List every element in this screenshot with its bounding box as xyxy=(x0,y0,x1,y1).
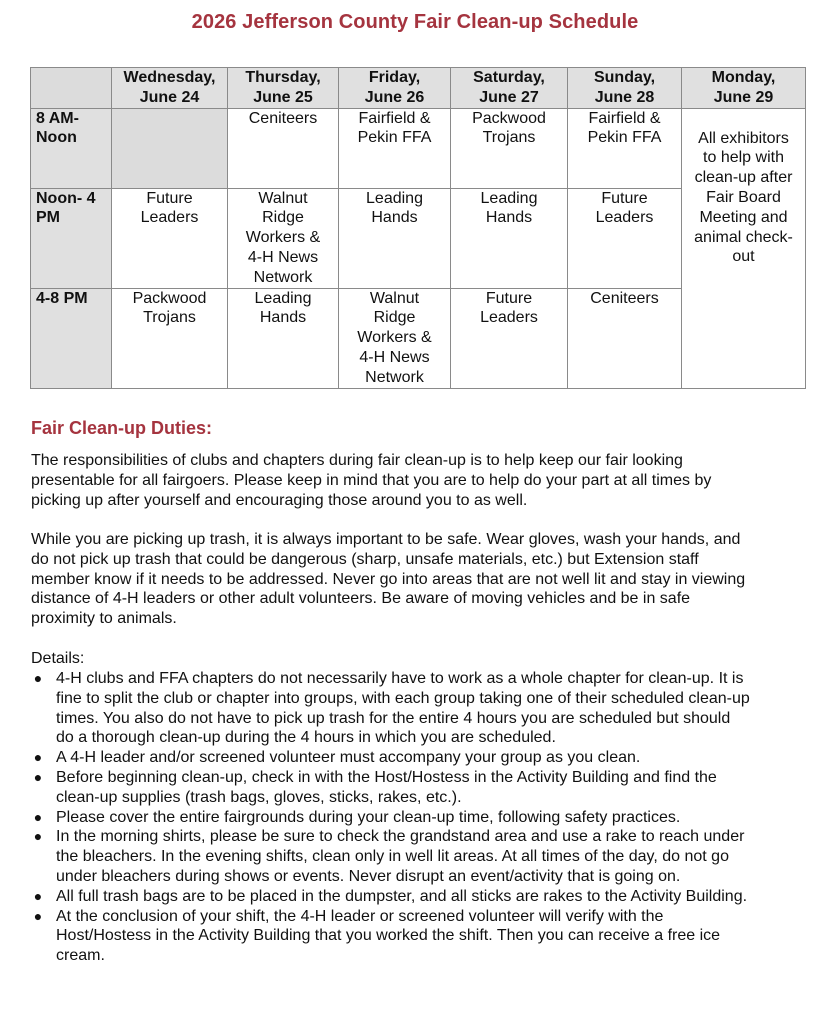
day-name: Monday, xyxy=(711,69,776,86)
schedule-cell xyxy=(568,108,682,188)
list-item-text xyxy=(56,908,720,965)
text-line: times. You also do not have to pick up trash for the entire 4 hours you are scheduled but should xyxy=(56,709,731,727)
list-item-text xyxy=(56,809,680,826)
day-header-sunday xyxy=(568,68,682,109)
text-line: Workers & xyxy=(357,329,432,347)
text-line: distance of 4-H leaders or other adult volunteers. Be aware of moving vehicles and be in safe xyxy=(31,590,691,608)
text-line: Network xyxy=(365,368,424,386)
bullet-icon: ● xyxy=(33,828,43,845)
day-date: June 26 xyxy=(364,88,425,106)
text-line: presentable for all fairgoers. Please keep in mind that you are to help do your part at all times by xyxy=(31,471,712,489)
time-slot-label xyxy=(31,188,112,288)
text-line: Packwood xyxy=(472,109,546,127)
schedule-cell xyxy=(568,288,682,388)
text-line: Fairfield & xyxy=(588,109,661,127)
text-line: Please cover the entire fairgrounds during your clean-up time, following safety practices. xyxy=(56,808,681,826)
schedule-cell xyxy=(228,108,339,188)
list-item xyxy=(31,808,806,828)
day-header-monday xyxy=(682,68,806,109)
list-item-text xyxy=(56,828,744,885)
details-label: Details: xyxy=(31,650,85,667)
day-header-saturday xyxy=(451,68,568,109)
day-name: Sunday, xyxy=(593,69,656,86)
text-line: the bleachers. In the evening shifts, clean only in well lit areas. At all times of the day, do not go xyxy=(56,848,729,866)
schedule-cell xyxy=(451,108,568,188)
text-line: Ridge xyxy=(262,209,304,227)
corner-cell xyxy=(31,68,112,109)
day-date: June 27 xyxy=(479,88,539,106)
text-line: Future xyxy=(485,289,533,307)
text-line: out xyxy=(732,248,755,266)
text-line: PM xyxy=(36,209,60,227)
text-line: 8 AM- xyxy=(36,109,79,127)
text-line: member know if it needs to be addressed. Never go into areas that are not well lit and stay in viewing xyxy=(31,570,746,588)
duties-paragraph-responsibilities xyxy=(31,451,806,510)
schedule-cell xyxy=(339,108,451,188)
list-item-text xyxy=(56,769,717,806)
day-header-wednesday xyxy=(112,68,228,109)
text-line: Walnut xyxy=(369,289,420,307)
text-line: Hands xyxy=(259,309,307,327)
bullet-icon: ● xyxy=(33,749,43,766)
schedule-cell xyxy=(228,288,339,388)
day-name: Saturday, xyxy=(473,69,545,86)
schedule-cell xyxy=(112,188,228,288)
schedule-cell xyxy=(112,288,228,388)
schedule-cell xyxy=(451,188,568,288)
day-header-thursday xyxy=(228,68,339,109)
text-line: under bleachers during shows or events. Never disrupt an event/activity that is going on. xyxy=(56,867,681,885)
text-line: Walnut xyxy=(258,189,308,207)
text-line: Trojans xyxy=(143,309,196,327)
text-line: Hands xyxy=(485,209,533,227)
slot-row-morning xyxy=(31,108,806,188)
text-line: Packwood xyxy=(132,289,207,307)
schedule-cell xyxy=(339,288,451,388)
text-line: Noon- 4 xyxy=(36,189,96,207)
day-date: June 29 xyxy=(713,88,774,106)
text-line: Future xyxy=(146,189,193,207)
text-line: Ridge xyxy=(373,309,416,327)
time-slot-label xyxy=(31,288,112,388)
text-line: clean-up after xyxy=(694,169,793,187)
schedule-cell xyxy=(228,188,339,288)
text-line: The responsibilities of clubs and chapters during fair clean-up is to help keep our fair looking xyxy=(31,452,683,469)
text-line: clean-up supplies (trash bags, gloves, sticks, rakes, etc.). xyxy=(56,788,462,806)
day-name: Wednesday, xyxy=(123,69,216,86)
schedule-cell xyxy=(568,188,682,288)
details-list xyxy=(31,669,806,966)
text-line: Meeting and xyxy=(699,208,788,226)
day-name: Friday, xyxy=(368,69,421,86)
text-line: Ceniteers xyxy=(590,289,659,307)
text-line: picking up after yourself and encouraging those around you to as well. xyxy=(31,491,528,509)
text-line: Leaders xyxy=(140,209,199,227)
text-line: All full trash bags are to be placed in the dumpster, and all sticks are rakes to the Activity Building. xyxy=(56,887,748,905)
text-line: While you are picking up trash, it is always important to be safe. Wear gloves, wash your hands, and xyxy=(31,531,741,548)
text-line: At the conclusion of your shift, the 4-H leader or screened volunteer will verify with the xyxy=(56,907,664,925)
bullet-icon: ● xyxy=(33,907,43,924)
day-name: Thursday, xyxy=(245,69,321,86)
text-line: do a thorough clean-up during the 4 hours in which you are scheduled. xyxy=(56,729,556,747)
text-line: Before beginning clean-up, check in with the Host/Hostess in the Activity Building and find the xyxy=(56,768,717,786)
text-line: Leaders xyxy=(480,309,538,327)
schedule-cell-empty xyxy=(112,108,228,188)
text-line: All exhibitors xyxy=(698,129,789,147)
text-line: Trojans xyxy=(482,129,536,147)
time-slot-label xyxy=(31,108,112,188)
schedule-table xyxy=(30,67,806,389)
text-line: Leaders xyxy=(595,209,654,227)
header-row xyxy=(31,68,806,109)
text-line: do not pick up trash that could be dangerous (sharp, unsafe materials, etc.) but Extension staff xyxy=(31,550,699,568)
text-line: animal check- xyxy=(694,228,793,246)
list-item-text xyxy=(56,749,640,766)
monday-note-cell xyxy=(682,108,806,388)
text-line: Network xyxy=(253,268,313,286)
text-line: Pekin FFA xyxy=(587,129,662,147)
list-item xyxy=(31,768,806,808)
text-line: Noon xyxy=(36,129,77,147)
text-line: Leading xyxy=(366,189,423,207)
text-line: fine to split the club or chapter into groups, with each group taking one of their scheduled clean-up xyxy=(56,689,750,707)
text-line: Pekin FFA xyxy=(357,129,432,147)
text-line: cream. xyxy=(56,947,105,965)
list-item-text xyxy=(56,670,750,746)
schedule-cell xyxy=(339,188,451,288)
text-line: 4-H News xyxy=(247,248,319,266)
day-date: June 25 xyxy=(253,88,313,106)
text-line: proximity to animals. xyxy=(31,610,177,628)
page-title: 2026 Jefferson County Fair Clean-up Schedule xyxy=(191,11,639,33)
bullet-icon: ● xyxy=(33,887,43,904)
list-item xyxy=(31,887,806,907)
bullet-icon: ● xyxy=(33,670,43,686)
text-line: 4-8 PM xyxy=(36,289,88,307)
text-line: 4-H clubs and FFA chapters do not necessarily have to work as a whole chapter for clean-up. It is xyxy=(56,670,744,687)
text-line: In the morning shirts, please be sure to check the grandstand area and use a rake to reach under xyxy=(56,828,745,846)
text-line: to help with xyxy=(703,149,784,167)
text-line: Leading xyxy=(480,189,538,207)
text-line: Hands xyxy=(371,209,418,227)
duties-heading: Fair Clean-up Duties: xyxy=(31,418,213,438)
day-date: June 28 xyxy=(594,88,655,106)
text-line: Fair Board xyxy=(706,188,781,206)
list-item xyxy=(31,748,806,768)
list-item xyxy=(31,907,806,966)
text-line: Future xyxy=(601,189,648,207)
text-line: Host/Hostess in the Activity Building that you worked the shift. Then you can receive a free ice xyxy=(56,927,721,945)
list-item xyxy=(31,827,806,886)
bullet-icon: ● xyxy=(33,768,43,785)
text-line: Ceniteers xyxy=(248,109,318,127)
list-item-text xyxy=(56,888,747,905)
duties-paragraph-safety xyxy=(31,530,806,629)
text-line: Leading xyxy=(254,289,312,307)
text-line: 4-H News xyxy=(359,348,430,366)
day-date: June 24 xyxy=(139,88,200,106)
text-line: A 4-H leader and/or screened volunteer must accompany your group as you clean. xyxy=(56,749,641,767)
bullet-icon: ● xyxy=(33,808,43,825)
list-item xyxy=(31,669,806,748)
day-header-friday xyxy=(339,68,451,109)
text-line: Workers & xyxy=(245,229,321,247)
text-line: Fairfield & xyxy=(358,109,431,127)
schedule-cell xyxy=(451,288,568,388)
